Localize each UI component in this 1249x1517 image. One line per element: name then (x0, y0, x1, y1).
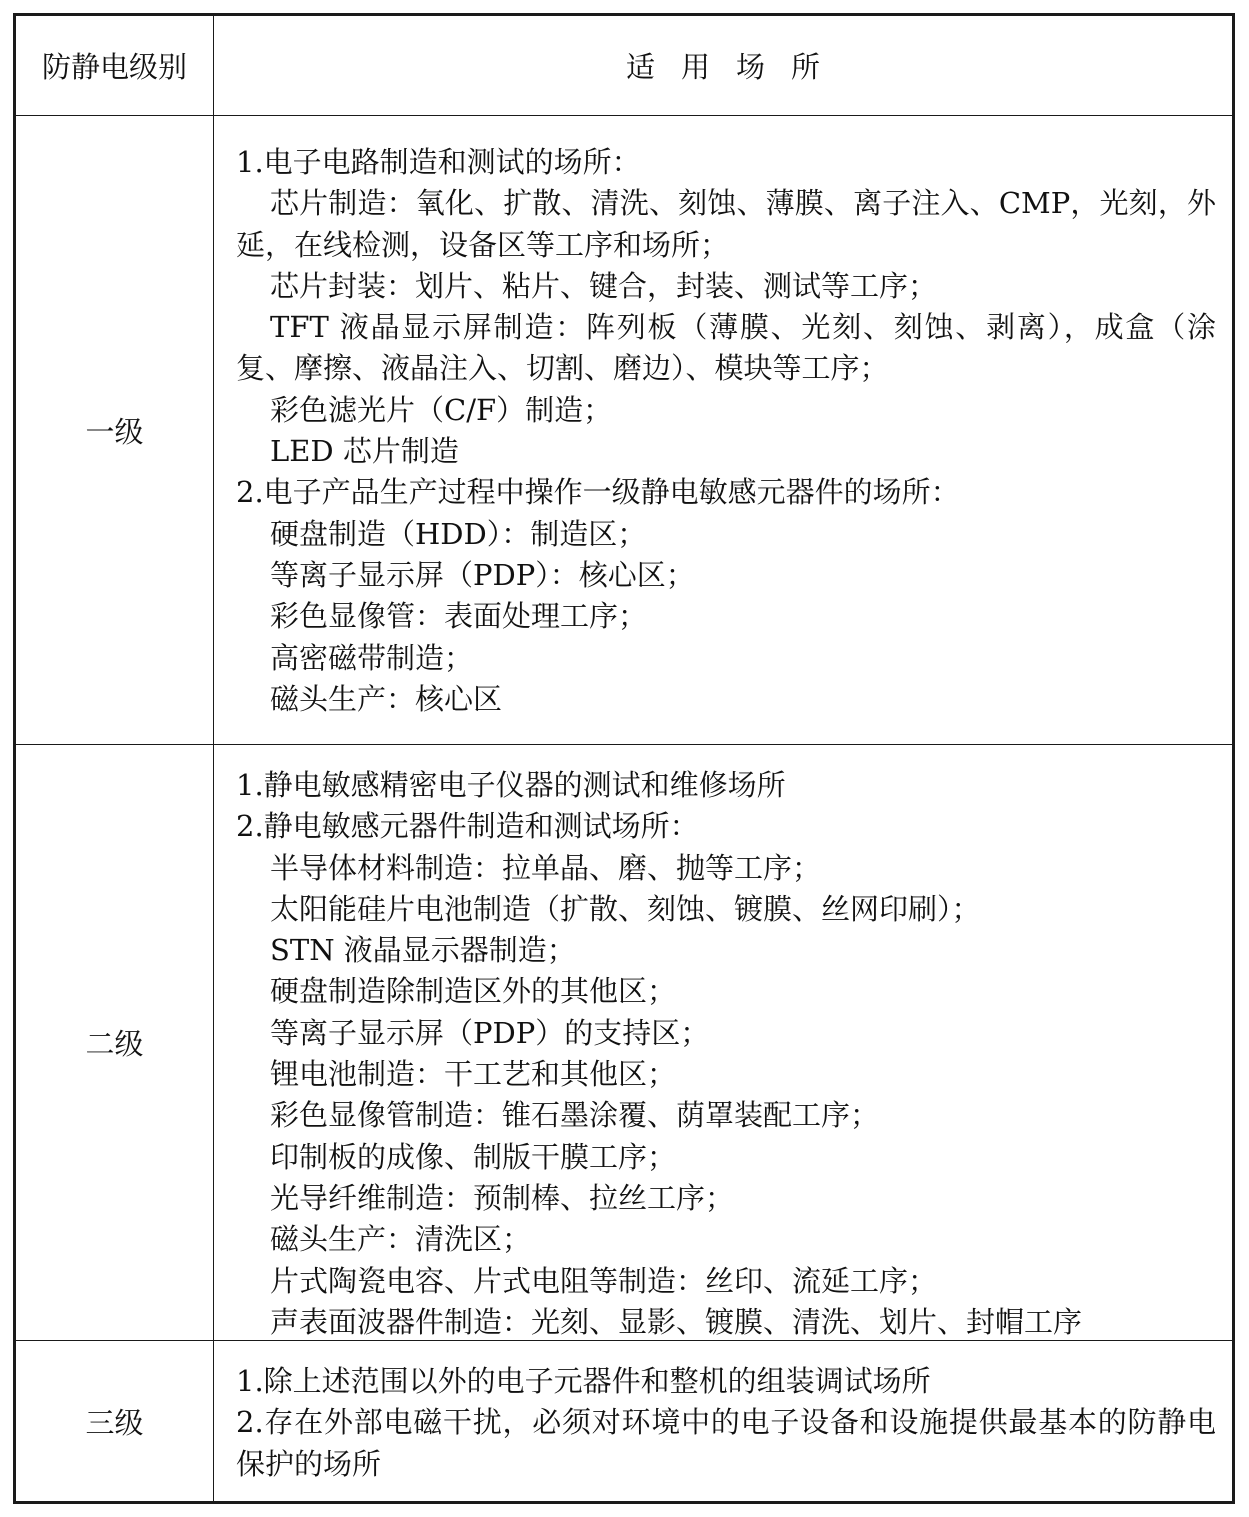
places-cell (214, 1341, 1232, 1501)
places-list (236, 1361, 1216, 1485)
list-subitem: 锂电池制造：干工艺和其他区； (270, 1057, 677, 1092)
list-item: 2.电子产品生产过程中操作一级静电敏感元器件的场所： (236, 475, 960, 510)
places-list (236, 142, 1216, 720)
places-list (236, 765, 1216, 1343)
list-subitem: 磁头生产：清洗区； (270, 1222, 532, 1257)
list-subitem: LED 芯片制造 (270, 434, 459, 469)
list-subitem: 芯片封装：划片、粘片、键合，封装、测试等工序； (270, 268, 938, 303)
list-subitem: 等离子显示屏（PDP）的支持区； (270, 1015, 710, 1050)
table-row-level-2 (16, 745, 1232, 1341)
header-level: 防静电级别 (16, 16, 214, 115)
list-subitem: 彩色显像管制造：锥石墨涂覆、荫罩装配工序； (270, 1098, 880, 1133)
places-cell (214, 116, 1232, 744)
list-subitem: 印制板的成像、制版干膜工序； (270, 1139, 677, 1174)
level-cell: 三级 (16, 1341, 214, 1501)
table-row-level-1 (16, 116, 1232, 745)
list-subitem: 硬盘制造除制造区外的其他区； (270, 974, 677, 1009)
list-subitem: 片式陶瓷电容、片式电阻等制造：丝印、流延工序； (270, 1263, 938, 1298)
list-item: 1.除上述范围以外的电子元器件和整机的组装调试场所 (236, 1364, 931, 1398)
list-subitem: STN 液晶显示器制造； (270, 933, 576, 968)
list-subitem: TFT 液晶显示屏制造：阵列板（薄膜、光刻、刻蚀、剥离），成盒（涂复、摩擦、液晶注入、切割、磨边）、模块等工序； (236, 310, 1216, 386)
list-item: 2.静电敏感元器件制造和测试场所： (236, 809, 699, 844)
list-subitem: 光导纤维制造：预制棒、拉丝工序； (270, 1180, 735, 1215)
list-subitem: 等离子显示屏（PDP）：核心区； (270, 557, 695, 592)
header-places: 适用场所 (625, 50, 846, 84)
list-subitem: 太阳能硅片电池制造（扩散、刻蚀、镀膜、丝网印刷）； (270, 891, 981, 926)
list-subitem: 高密磁带制造； (270, 640, 474, 675)
list-item: 1.静电敏感精密电子仪器的测试和维修场所 (236, 768, 786, 802)
level-cell: 一级 (16, 116, 214, 744)
list-item: 2.存在外部电磁干扰，必须对环境中的电子设备和设施提供最基本的防静电保护的场所 (236, 1405, 1216, 1481)
places-cell (214, 745, 1232, 1340)
list-subitem: 硬盘制造（HDD）：制造区； (270, 516, 647, 551)
list-subitem: 芯片制造：氧化、扩散、清洗、刻蚀、薄膜、离子注入、CMP，光刻，外延，在线检测，设备区等工序和场所； (236, 186, 1216, 262)
list-subitem: 彩色显像管：表面处理工序； (270, 599, 648, 634)
list-subitem: 声表面波器件制造：光刻、显影、镀膜、清洗、划片、封帽工序 (270, 1304, 1083, 1339)
list-subitem: 磁头生产：核心区 (270, 681, 503, 716)
table-header-row (16, 16, 1232, 116)
list-subitem: 半导体材料制造：拉单晶、磨、抛等工序； (270, 850, 822, 885)
list-subitem: 彩色滤光片（C/F）制造； (270, 392, 613, 427)
table-row-level-3 (16, 1341, 1232, 1501)
esd-level-table (13, 13, 1235, 1504)
list-item: 1.电子电路制造和测试的场所： (236, 145, 641, 179)
level-cell: 二级 (16, 745, 214, 1340)
